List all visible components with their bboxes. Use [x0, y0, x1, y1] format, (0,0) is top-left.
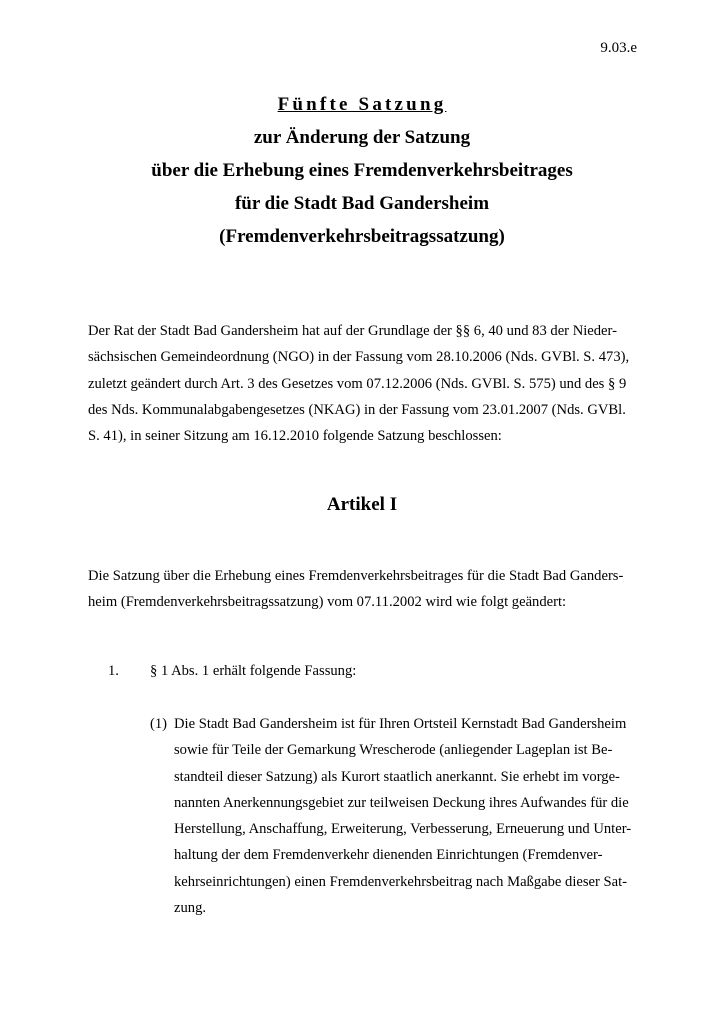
paragraph-body: [174, 711, 644, 921]
preamble-line: zuletzt geändert durch Art. 3 des Gesetzes vom 07.12.2006 (Nds. GVBl. S. 575) und des § 9: [88, 375, 627, 392]
title-line-3: über die Erhebung eines Fremdenverkehrsbeitrages: [151, 160, 573, 181]
artikel-heading: Artikel I: [326, 494, 398, 515]
paragraph-label: (1): [150, 716, 168, 732]
preamble-line: sächsischen Gemeindeordnung (NGO) in der Fassung vom 28.10.2006 (Nds. GVBl. S. 473),: [88, 349, 630, 366]
preamble: [88, 318, 640, 449]
preamble-line: Der Rat der Stadt Bad Gandersheim hat auf der Grundlage der §§ 6, 40 und 83 der Nieder-: [88, 323, 617, 339]
preamble-line: S. 41), in seiner Sitzung am 16.12.2010 folgende Satzung beschlossen:: [88, 428, 502, 445]
intro-line: heim (Fremdenverkehrsbeitragssatzung) vom 07.11.2002 wird wie folgt geändert:: [88, 594, 567, 611]
title-line-2: zur Änderung der Satzung: [253, 127, 471, 148]
item-text: § 1 Abs. 1 erhält folgende Fassung:: [150, 663, 357, 679]
document-title: [0, 88, 724, 253]
paragraph-line: Die Stadt Bad Gandersheim ist für Ihren Ortsteil Kernstadt Bad Gandersheim: [174, 716, 627, 732]
intro-line: Die Satzung über die Erhebung eines Fremdenverkehrsbeitrages für die Stadt Bad Ganders-: [88, 568, 624, 584]
item-number: 1.: [108, 663, 119, 679]
paragraph-line: sowie für Teile der Gemarkung Wrescherode (anliegender Lageplan ist Be-: [174, 742, 613, 759]
title-line-4: für die Stadt Bad Gandersheim: [234, 193, 490, 214]
paragraph-line: haltung der dem Fremdenverkehr dienenden Einrichtungen (Fremdenver-: [174, 847, 603, 864]
paragraph-line: kehrseinrichtungen) einen Fremdenverkehrsbeitrag nach Maßgabe dieser Sat-: [174, 873, 628, 890]
title-line-5: (Fremdenverkehrsbeitragssatzung): [219, 226, 505, 247]
paragraph-line: Herstellung, Anschaffung, Erweiterung, Verbesserung, Erneuerung und Unter-: [174, 821, 632, 838]
paragraph-line: standteil dieser Satzung) als Kurort staatlich anerkannt. Sie erhebt im vorge-: [174, 768, 620, 785]
intro-paragraph: [88, 563, 640, 616]
page-number: 9.03.e: [600, 40, 637, 56]
paragraph-line: zung.: [174, 900, 207, 917]
paragraph-line: nannten Anerkennungsgebiet zur teilweisen Deckung ihres Aufwandes für die: [174, 794, 629, 811]
title-main: Fünfte Satzung: [277, 94, 447, 115]
preamble-line: des Nds. Kommunalabgabengesetzes (NKAG) in der Fassung vom 23.01.2007 (Nds. GVBl.: [88, 401, 626, 418]
